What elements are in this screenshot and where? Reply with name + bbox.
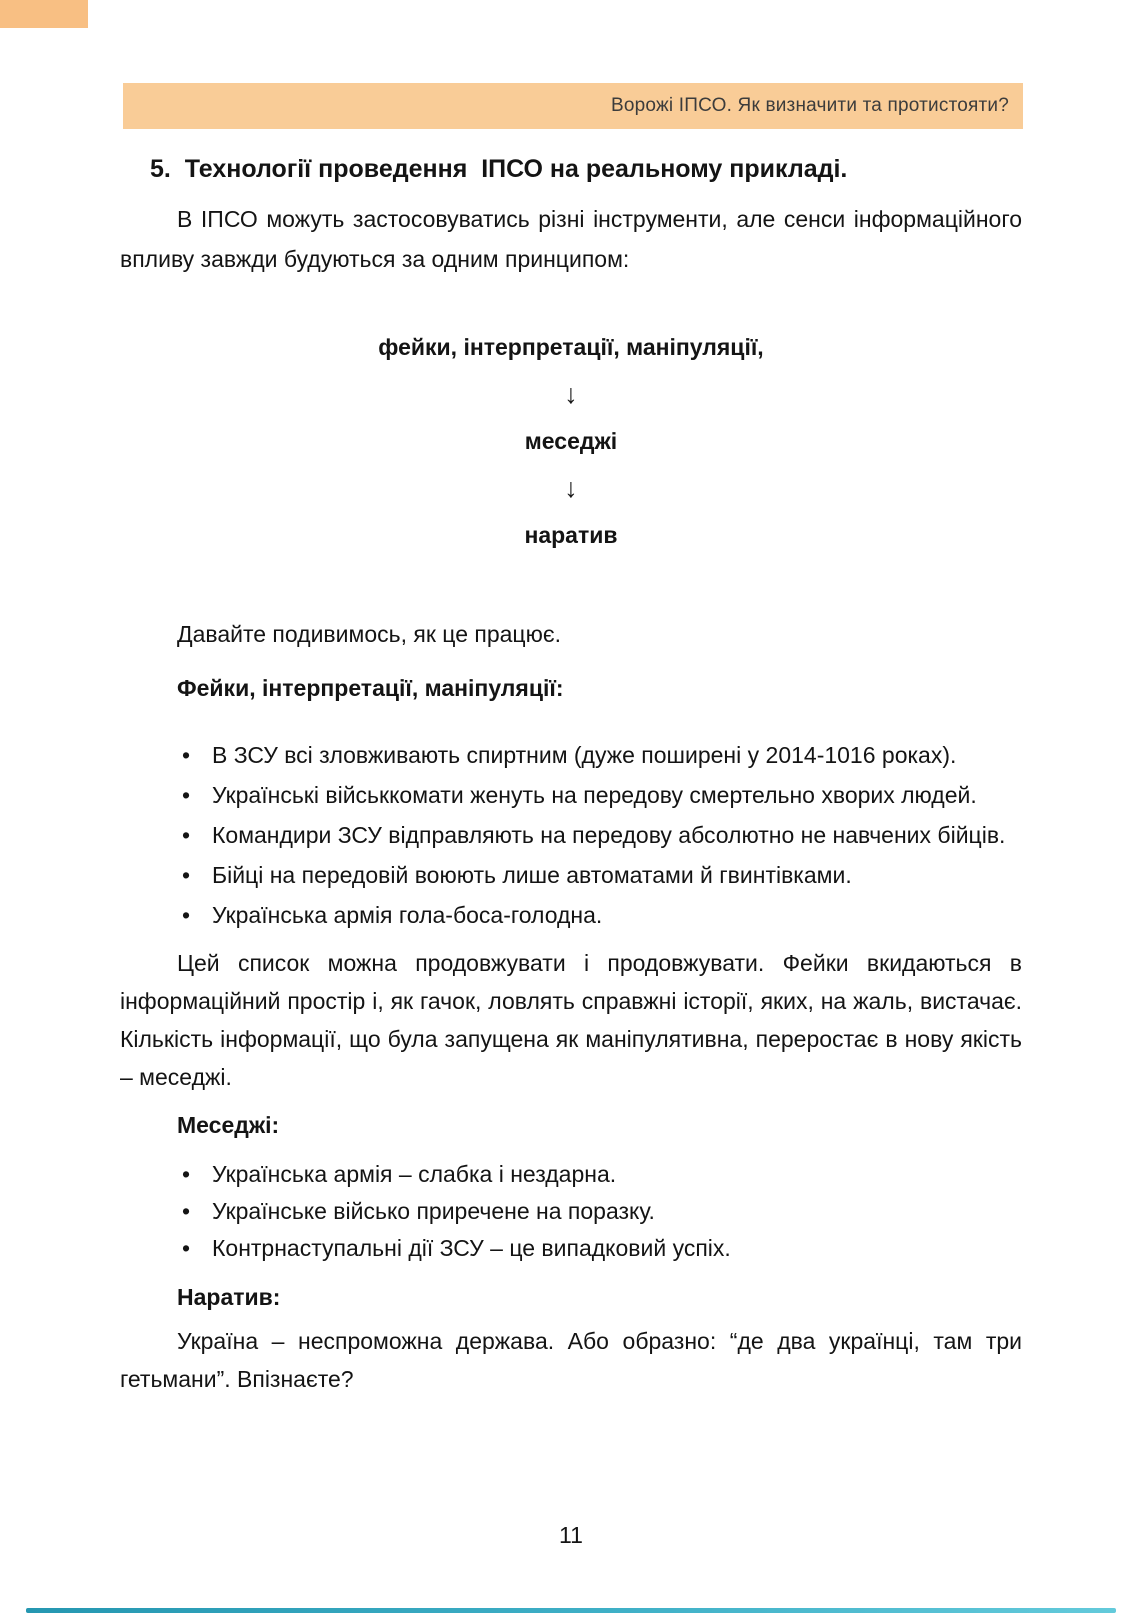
list-item: • Українська армія гола-боса-голодна. bbox=[120, 897, 1022, 934]
flow-step-narrative: наратив bbox=[524, 522, 618, 548]
section-heading: 5. Технології проведення ІПСО на реальному прикладі. bbox=[150, 155, 848, 183]
list-item: • Українське військо приречене на поразку. bbox=[120, 1193, 1022, 1229]
page-corner-accent bbox=[0, 0, 88, 28]
messages-heading: Меседжі: bbox=[177, 1112, 280, 1138]
list-item: • Бійці на передовій воюють лише автоматами й гвинтівками. bbox=[120, 857, 1022, 894]
narrative-heading: Наратив: bbox=[177, 1284, 281, 1310]
flow-step-messages: меседжі bbox=[524, 428, 618, 454]
arrow-down-icon: ↓ bbox=[564, 379, 578, 409]
flow-step-fakes: фейки, інтерпретації, маніпуляції, bbox=[378, 335, 764, 360]
fakes-list bbox=[120, 737, 1022, 934]
list-item: • Українська армія – слабка і нездарна. bbox=[120, 1156, 1022, 1192]
list-item: • В ЗСУ всі зловживають спиртним (дуже поширені у 2014-1016 роках). bbox=[120, 737, 1022, 774]
footer-rule bbox=[26, 1608, 1116, 1613]
intro-paragraph: В ІПСО можуть застосовуватись різні інструменти, але сенси інформаційного впливу завжди будуються за одним принципом: bbox=[120, 206, 1022, 272]
after-fakes-paragraph: Цей список можна продовжувати і продовжувати. Фейки вкидаються в інформаційний простір і, як гачок, ловлять справжні історії, яких, на жаль, вистачає. Кількість інформації, що була запущена як маніпулятивна, переростає в нову якість – меседжі. bbox=[120, 950, 1022, 1090]
arrow-down-icon: ↓ bbox=[564, 473, 578, 503]
fakes-heading: Фейки, інтерпретації, маніпуляції: bbox=[177, 675, 564, 701]
messages-list bbox=[120, 1156, 1022, 1266]
running-header-title: Ворожі ІПСО. Як визначити та протистояти? bbox=[610, 95, 1009, 116]
narrative-paragraph: Україна – неспроможна держава. Або образно: “де два українці, там три гетьмани”. Впізнаєте? bbox=[120, 1328, 1022, 1392]
page-number: 11 bbox=[559, 1522, 583, 1548]
header-band bbox=[123, 83, 1023, 129]
list-item: • Українські військкомати женуть на передову смертельно хворих людей. bbox=[120, 777, 1022, 814]
list-item: • Командири ЗСУ відправляють на передову абсолютно не навчених бійців. bbox=[120, 817, 1022, 854]
flow-diagram bbox=[120, 335, 1022, 570]
lead-paragraph: Давайте подивимось, як це працює. bbox=[177, 621, 561, 647]
list-item: • Контрнаступальні дії ЗСУ – це випадковий успіх. bbox=[120, 1230, 1022, 1266]
page-content bbox=[120, 155, 1022, 1398]
